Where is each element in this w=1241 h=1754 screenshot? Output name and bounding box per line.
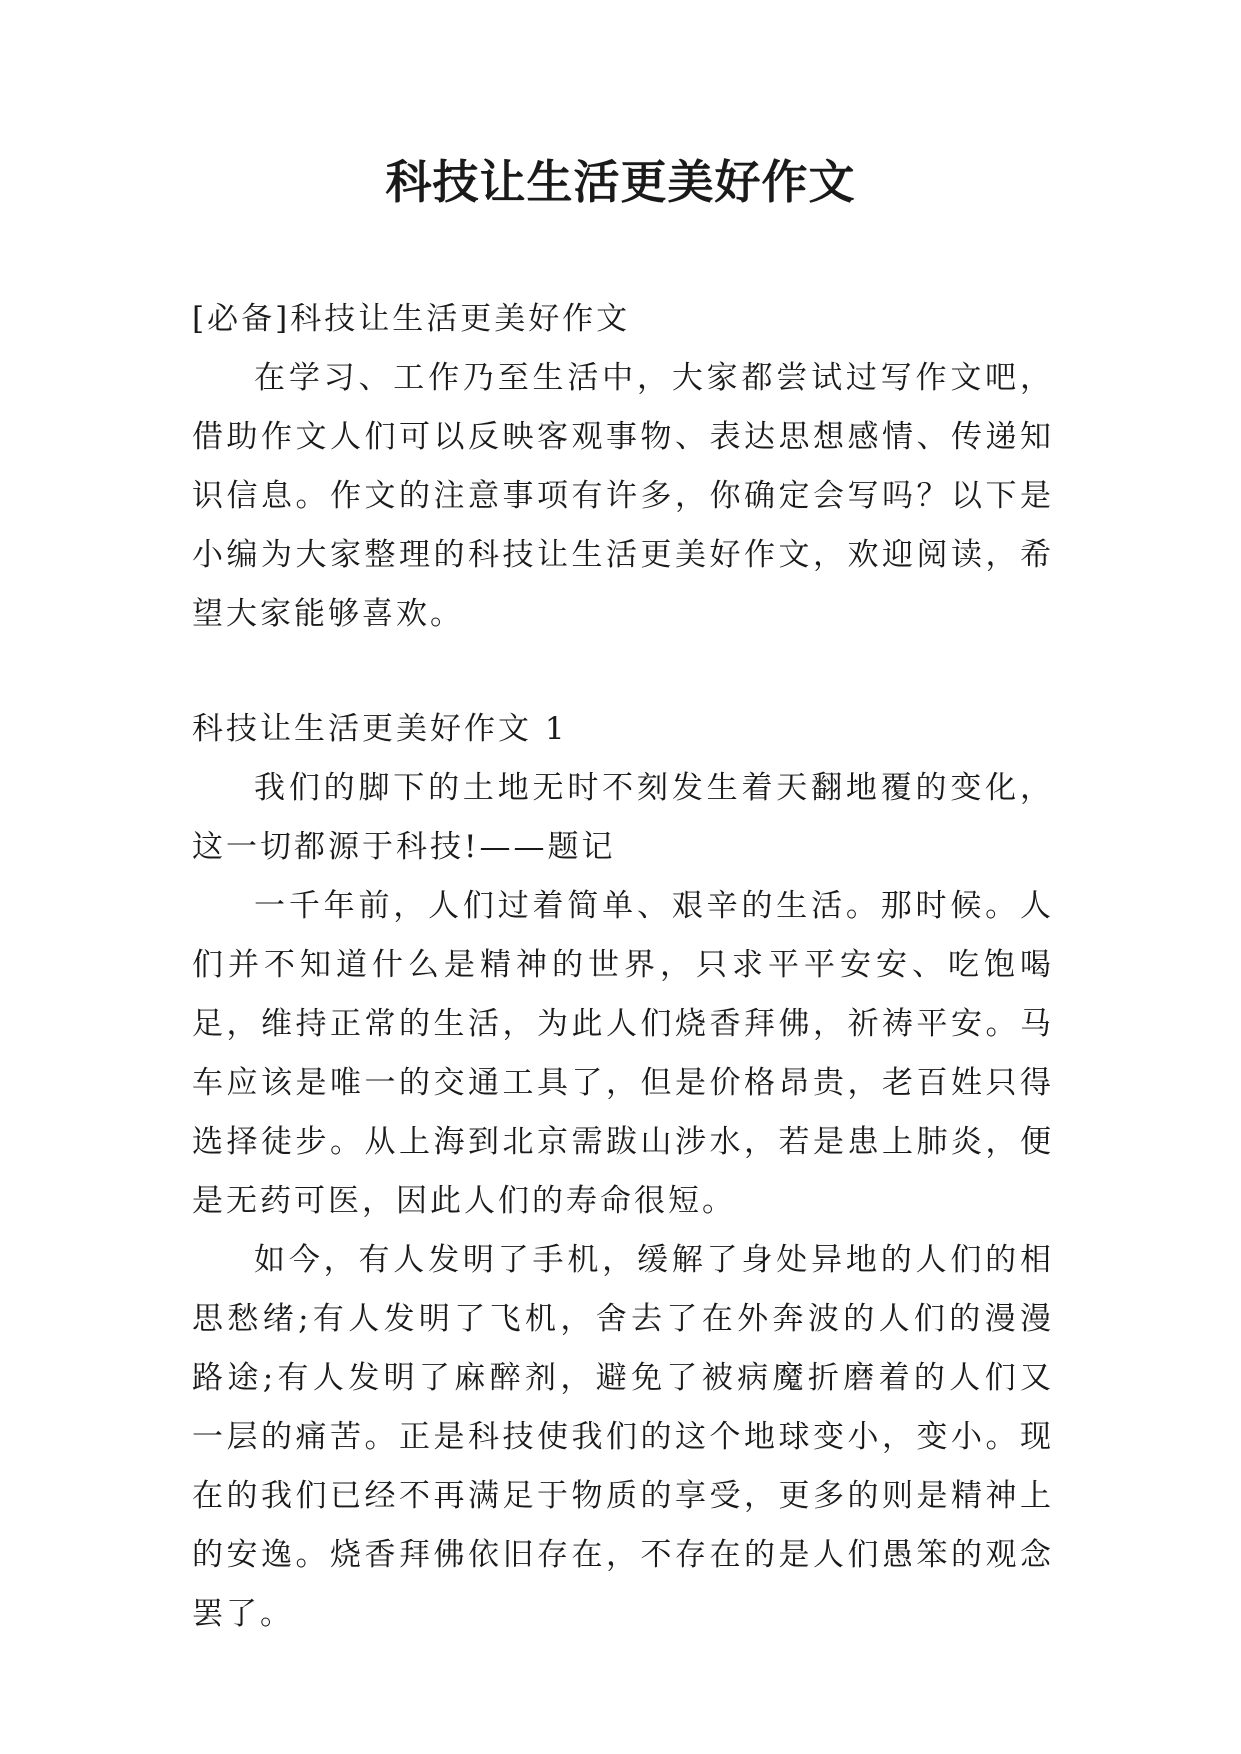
document-title: 科技让生活更美好作文 [385, 155, 856, 209]
body-paragraph-2: 一千年前，人们过着简单、艰辛的生活。那时候。人们并不知道什么是精神的世界，只求平平安安、吃饱喝足，维持正常的生活，为此人们烧香拜佛，祈祷平安。马车应该是唯一的交通工具了，但是价格昂贵，老百姓只得选择徒步。从上海到北京需跋山涉水，若是患上肺炎，便是无药可医，因此人们的寿命很短。 [192, 888, 1054, 1219]
intro-paragraph: 在学习、工作乃至生活中，大家都尝试过写作文吧，借助作文人们可以反映客观事物、表达思想感情、传递知识信息。作文的注意事项有许多，你确定会写吗？以下是小编为大家整理的科技让生活更美好作文，欢迎阅读，希望大家能够喜欢。 [192, 360, 1054, 632]
section-heading: 科技让生活更美好作文 1 [192, 711, 568, 747]
document-subtitle: [必备]科技让生活更美好作文 [192, 301, 631, 337]
section-spacer [192, 644, 1054, 700]
body-paragraph-1: 我们的脚下的土地无时不刻发生着天翻地覆的变化，这一切都源于科技!——题记 [192, 770, 1054, 865]
body-paragraph-3: 如今，有人发明了手机，缓解了身处异地的人们的相思愁绪;有人发明了飞机，舍去了在外奔波的人们的漫漫路途;有人发明了麻醉剂，避免了被病魔折磨着的人们又一层的痛苦。正是科技使我们的这个地球变小，变小。现在的我们已经不再满足于物质的享受，更多的则是精神上的安逸。烧香拜佛依旧存在，不存在的是人们愚笨的观念罢了。 [192, 1242, 1054, 1632]
document-body [192, 290, 1054, 1644]
